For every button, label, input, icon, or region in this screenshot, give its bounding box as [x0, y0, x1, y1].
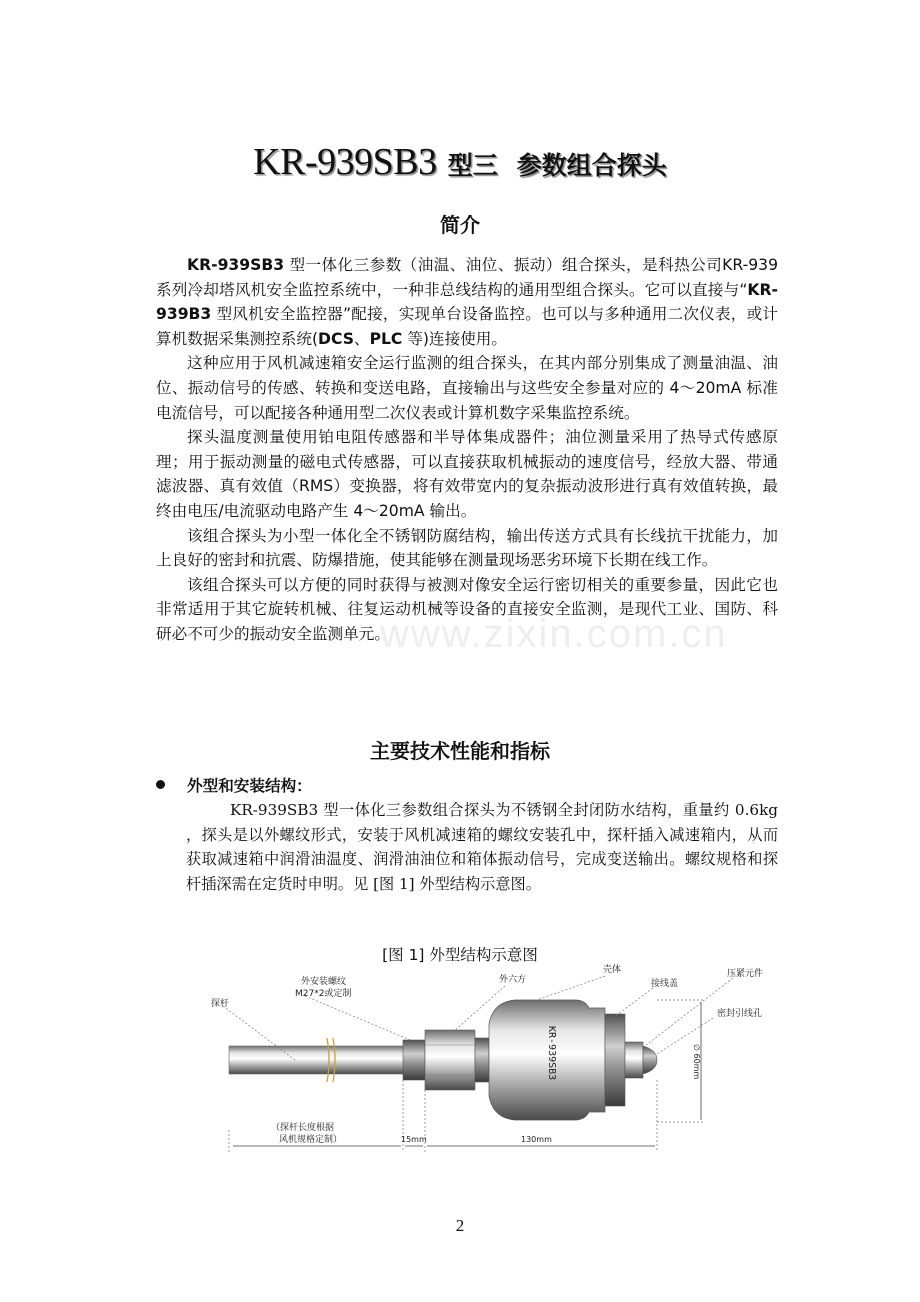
- label-press: 压紧元件: [727, 969, 764, 979]
- thread-shape: [403, 1040, 425, 1080]
- shell-body-label: KR-939SB3: [546, 1026, 557, 1081]
- label-cover: 接线盖: [651, 979, 679, 989]
- intro-paragraph-1: KR-939SB3 型一体化三参数（油温、油位、振动）组合探头，是科热公司KR-939 系列冷却塔风机安全监控系统中，一种非总线结构的通用型组合探头。它可以直接与“KR-939B3 型风机安全监控器”配接，实现单台设备监控。也可以与多种通用二次仪表，或计算机数据采集测控系统(DCS、PLC 等)连接使用。: [156, 256, 778, 348]
- section-heading-intro: 简介: [440, 213, 480, 237]
- label-thread-1: 外安装螺纹: [301, 977, 347, 987]
- intro-paragraph-2: 这种应用于风机减速箱安全运行监测的组合探头，在其内部分别集成了测量油温、油位、振动信号的传感、转换和变送电路，直接输出与这些安全参量对应的 4～20mA 标准电流信号，可以配接各种通用型二次仪表或计算机数字采集监控系统。: [156, 354, 778, 422]
- dim-diameter: ∅ 60mm: [692, 1044, 701, 1080]
- structure-section: [186, 798, 778, 896]
- label-hex: 外六方: [499, 975, 527, 985]
- title-type: 型三: [447, 151, 498, 180]
- label-length-2: 风机规格定制）: [279, 1135, 343, 1145]
- dim-130mm: 130mm: [521, 1135, 552, 1144]
- rod-shape: [229, 1046, 405, 1074]
- probe-structure-diagram: [205, 960, 785, 1160]
- seal-cap-shape: [643, 1046, 657, 1074]
- bullet-heading: [156, 774, 312, 796]
- document-title: [0, 140, 920, 184]
- page-number: 2: [455, 1216, 465, 1235]
- hex-nut-shape: [425, 1030, 475, 1090]
- structure-paragraph: KR-939SB3 型一体化三参数组合探头为不锈钢全封闭防水结构，重量约 0.6kg ，探头是以外螺纹形式，安装于风机减速箱的螺纹安装孔中，探杆插入减速箱内，从而获取减速箱中润滑油温度、润滑油油位和箱体振动信号，完成变送输出。螺纹规格和探杆插深需在定货时申明。见 [图 1] 外型结构示意图。: [186, 801, 778, 893]
- intro-paragraph-4: 该组合探头为小型一体化全不锈钢防腐结构，输出传送方式具有长线抗干扰能力，加上良好的密封和抗震、防爆措施，使其能够在测量现场恶劣环境下长期在线工作。: [156, 526, 778, 570]
- intro-paragraph-3: 探头温度测量使用铂电阻传感器和半导体集成器件；油位测量采用了热导式传感原理；用于振动测量的磁电式传感器，可以直接获取机械振动的速度信号，经放大器、带通滤波器、真有效值（RMS）变换器，将有效带宽内的复杂振动波形进行真有效值转换，最终由电压/电流驱动电路产生 4～20mA 输出。: [156, 428, 778, 520]
- section-heading-specs: 主要技术性能和指标: [370, 739, 550, 763]
- press-element-shape: [625, 1042, 643, 1078]
- watermark: www.zixin.com.cn: [380, 612, 728, 656]
- title-model: KR-939SB3: [253, 141, 437, 183]
- label-length-1: （探杆长度根据: [271, 1123, 335, 1133]
- label-rod: 探杆: [211, 999, 230, 1009]
- label-seal: 密封引线孔: [717, 1009, 763, 1019]
- bullet-dot-icon: [156, 780, 165, 789]
- cover-shape: [605, 1014, 625, 1106]
- title-desc: 参数组合探头: [516, 151, 667, 180]
- figure-caption: [图 1] 外型结构示意图: [382, 946, 538, 964]
- bullet-label: 外型和安装结构：: [187, 777, 312, 795]
- neck-shape: [475, 1038, 489, 1082]
- intro-paragraph-5: 该组合探头可以方便的同时获得与被测对像安全运行密切相关的重要参量，因此它也非常适用于其它旋转机械、往复运动机械等设备的直接安全监测，是现代工业、国防、科研必不可少的振动安全监测单元。: [156, 575, 778, 643]
- label-thread-2: M27*2或定制: [295, 989, 352, 999]
- intro-section: [156, 253, 778, 647]
- dim-15mm: 15mm: [401, 1135, 427, 1144]
- label-shell: 壳体: [603, 965, 622, 975]
